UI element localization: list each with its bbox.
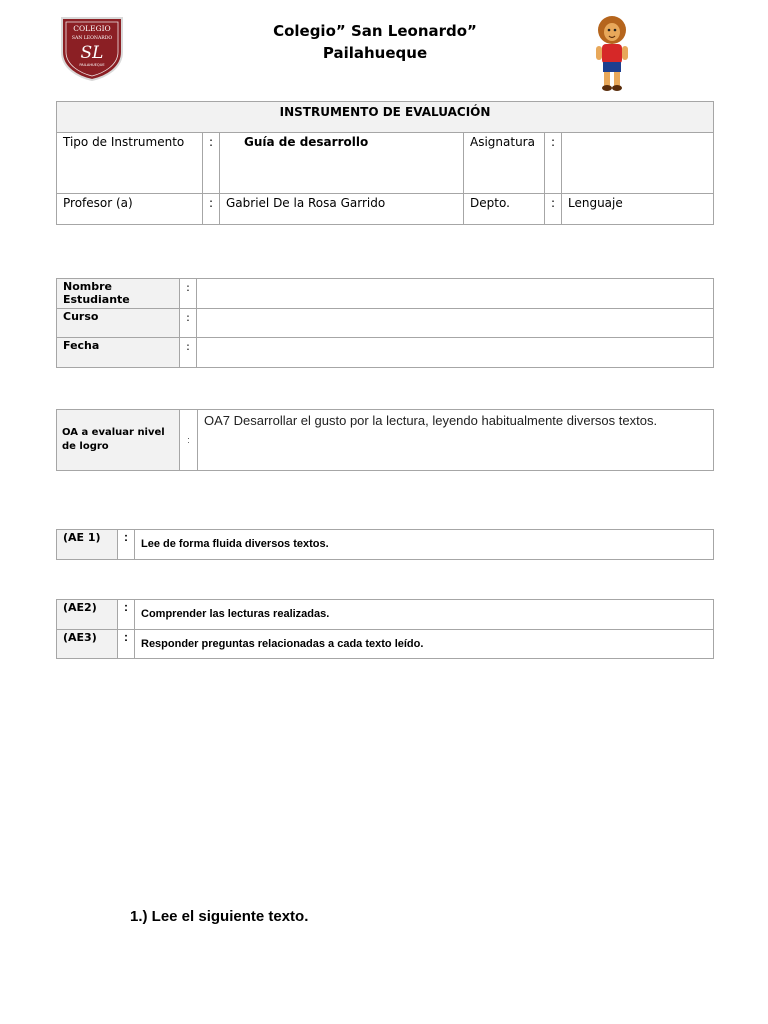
colon: :	[545, 194, 562, 225]
depto-value[interactable]: Lenguaje	[562, 194, 714, 225]
question-1-heading: 1.) Lee el siguiente texto.	[130, 908, 309, 925]
nombre-estudiante-label: Nombre Estudiante	[57, 279, 180, 309]
profesor-value[interactable]: Gabriel De la Rosa Garrido	[220, 194, 464, 225]
colon: :	[118, 600, 135, 630]
ae1-table	[56, 529, 714, 560]
colon: :	[203, 133, 220, 194]
school-title	[230, 20, 520, 64]
colon: :	[180, 338, 197, 368]
student-table	[56, 278, 714, 368]
school-name: Colegio” San Leonardo”	[273, 22, 477, 40]
fecha-field[interactable]	[197, 338, 714, 368]
colon: :	[118, 629, 135, 659]
lion-mascot-image	[588, 14, 636, 92]
colon: :	[180, 308, 197, 338]
instrument-table	[56, 101, 714, 225]
instrument-title: INSTRUMENTO DE EVALUACIÓN	[57, 102, 714, 133]
curso-label: Curso	[57, 308, 180, 338]
school-location: Pailahueque	[322, 44, 428, 62]
depto-label: Depto.	[464, 194, 545, 225]
crest-text-colegio: COLEGIO	[73, 24, 111, 33]
ae1-label: (AE 1)	[57, 530, 118, 560]
colon: :	[118, 530, 135, 560]
profesor-label: Profesor (a)	[57, 194, 203, 225]
nombre-estudiante-field[interactable]	[197, 279, 714, 309]
colon: :	[545, 133, 562, 194]
fecha-label: Fecha	[57, 338, 180, 368]
ae3-label: (AE3)	[57, 629, 118, 659]
ae2-label: (AE2)	[57, 600, 118, 630]
ae2-text: Comprender las lecturas realizadas.	[135, 600, 714, 630]
oa-text: OA7 Desarrollar el gusto por la lectura, leyendo habitualmente diversos textos.	[198, 410, 714, 471]
colon: :	[180, 410, 198, 471]
colon: :	[180, 279, 197, 309]
oa-label: OA a evaluar nivel de logro	[57, 410, 180, 471]
tipo-instrumento-label: Tipo de Instrumento	[57, 133, 203, 194]
asignatura-value[interactable]	[562, 133, 714, 194]
tipo-instrumento-value[interactable]: Guía de desarrollo	[220, 133, 464, 194]
school-crest-logo	[58, 14, 126, 82]
asignatura-label: Asignatura	[464, 133, 545, 194]
curso-field[interactable]	[197, 308, 714, 338]
ae3-text: Responder preguntas relacionadas a cada texto leído.	[135, 629, 714, 659]
crest-text-pailahueque: PAILAHUEQUE	[79, 63, 105, 67]
oa-table	[56, 409, 714, 471]
ae2-ae3-table	[56, 599, 714, 659]
crest-text-sl: SL	[80, 43, 104, 63]
crest-text-san-leonardo: SAN LEONARDO	[71, 36, 113, 41]
colon: :	[203, 194, 220, 225]
ae1-text: Lee de forma fluida diversos textos.	[135, 530, 714, 560]
